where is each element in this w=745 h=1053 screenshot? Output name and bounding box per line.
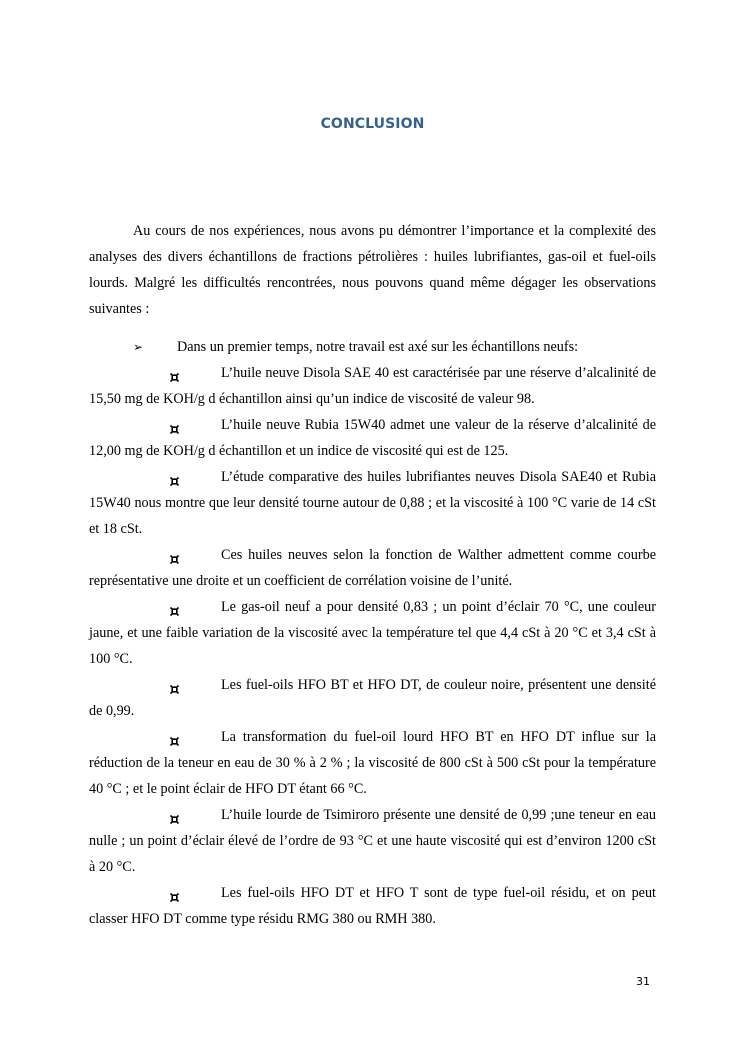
observation-item: [89, 542, 656, 594]
observation-item: [89, 802, 656, 880]
page-number: 31: [636, 975, 650, 988]
observation-item: [89, 880, 656, 932]
intro-paragraph: Au cours de nos expériences, nous avons pu démontrer l’importance et la complexité des analyses des divers échantillons de fractions pétrolières : huiles lubrifiantes, gas-oil et fuel-oils lourds. Malgré les difficultés rencontrées, nous pouvons quand même dégager les observations suivantes :: [89, 223, 656, 317]
command-key-icon: [169, 548, 180, 559]
document-body: [89, 218, 656, 932]
observation-item: [89, 360, 656, 412]
sub-intro-item: [89, 334, 656, 360]
observation-text: Ces huiles neuves selon la fonction de Walther admettent comme courbe représentative une droite et un coefficient de corrélation voisine de l’unité.: [89, 547, 656, 589]
observation-item: [89, 724, 656, 802]
observation-text: L’huile neuve Rubia 15W40 admet une valeur de la réserve d’alcalinité de 12,00 mg de KOH/g d échantillon et un indice de viscosité qui est de 125.: [89, 417, 656, 459]
observation-item: [89, 672, 656, 724]
observation-text: Les fuel-oils HFO DT et HFO T sont de type fuel-oil résidu, et on peut classer HFO DT comme type résidu RMG 380 ou RMH 380.: [89, 885, 656, 927]
command-key-icon: [169, 886, 180, 897]
observation-text: L’étude comparative des huiles lubrifiantes neuves Disola SAE40 et Rubia 15W40 nous montre que leur densité tourne autour de 0,88 ; et la viscosité à 100 °C varie de 14 cSt et 18 cSt.: [89, 469, 656, 537]
command-key-icon: [169, 470, 180, 481]
observation-item: [89, 594, 656, 672]
command-key-icon: [169, 808, 180, 819]
command-key-icon: [169, 600, 180, 611]
observation-text: La transformation du fuel-oil lourd HFO BT en HFO DT influe sur la réduction de la teneur en eau de 30 % à 2 % ; la viscosité de 800 cSt à 500 cSt pour la température 40 °C ; et le point éclair de HFO DT étant 66 °C.: [89, 729, 656, 797]
command-key-icon: [169, 678, 180, 689]
sub-intro-text: Dans un premier temps, notre travail est axé sur les échantillons neufs:: [177, 339, 579, 355]
observation-item: [89, 412, 656, 464]
command-key-icon: [169, 730, 180, 741]
command-key-icon: [169, 418, 180, 429]
observation-text: L’huile neuve Disola SAE 40 est caractérisée par une réserve d’alcalinité de 15,50 mg de KOH/g d échantillon ainsi qu’un indice de viscosité de valeur 98.: [89, 365, 656, 407]
page-title: CONCLUSION: [320, 116, 425, 132]
observation-text: Le gas-oil neuf a pour densité 0,83 ; un point d’éclair 70 °C, une couleur jaune, et une faible variation de la viscosité avec la température tel que 4,4 cSt à 20 °C et 3,4 cSt à 100 °C.: [89, 599, 656, 667]
observation-text: Les fuel-oils HFO BT et HFO DT, de couleur noire, présentent une densité de 0,99.: [89, 677, 656, 719]
command-key-icon: [169, 366, 180, 377]
observation-item: [89, 464, 656, 542]
arrow-bullet-icon: ➢: [133, 340, 144, 354]
observation-text: L’huile lourde de Tsimiroro présente une densité de 0,99 ;une teneur en eau nulle ; un point d’éclair élevé de l’ordre de 93 °C et une haute viscosité qui est d’environ 1200 cSt à 20 °C.: [89, 807, 656, 875]
